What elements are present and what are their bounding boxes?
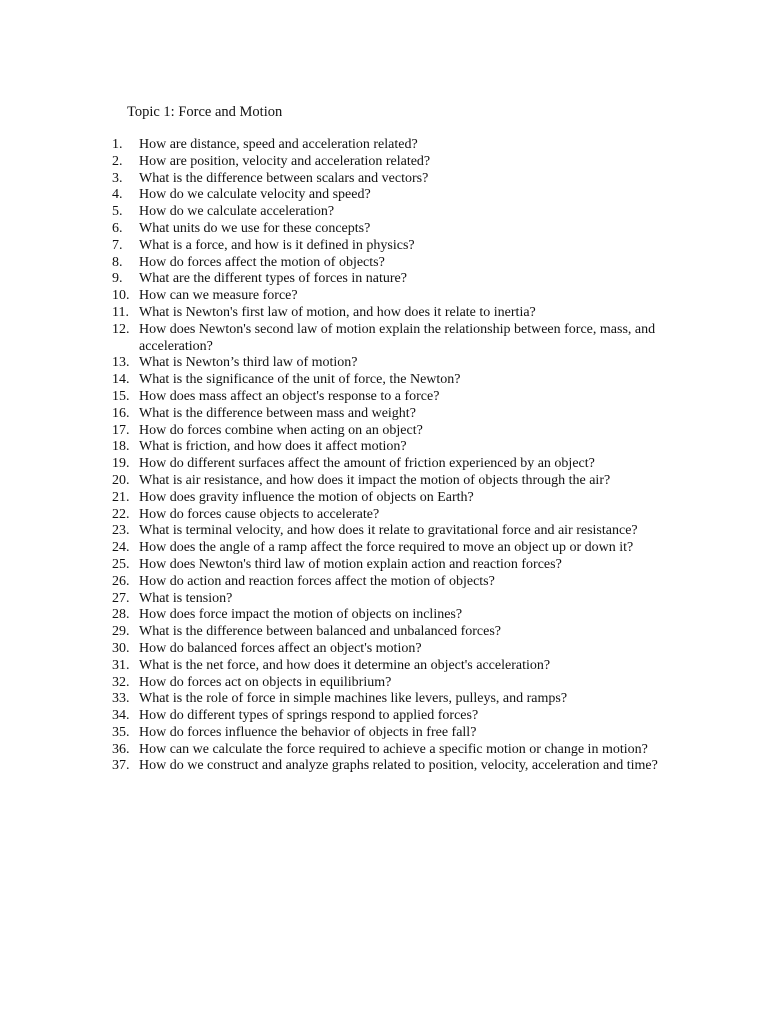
- question-number: 10.: [112, 288, 130, 304]
- question-item: [112, 154, 672, 171]
- question-text: What is the net force, and how does it determine an object's acceleration?: [139, 657, 551, 673]
- question-number: 34.: [112, 708, 130, 724]
- question-list: [112, 137, 672, 775]
- question-text: How do forces cause objects to accelerate?: [139, 506, 380, 522]
- question-text: How do balanced forces affect an object's motion?: [139, 640, 422, 656]
- question-item: [112, 187, 672, 204]
- question-item: [112, 557, 672, 574]
- question-item: [112, 271, 672, 288]
- question-number: 24.: [112, 540, 130, 556]
- question-number: 35.: [112, 724, 130, 740]
- question-text: What is a force, and how is it defined in physics?: [139, 237, 415, 253]
- question-text: What is the role of force in simple machines like levers, pulleys, and ramps?: [139, 691, 568, 707]
- question-number: 8.: [112, 254, 123, 270]
- question-item: [112, 725, 672, 742]
- question-item: [112, 171, 672, 188]
- question-text: What is friction, and how does it affect motion?: [139, 439, 407, 455]
- question-item: [112, 423, 672, 440]
- question-text: What is the significance of the unit of force, the Newton?: [139, 372, 461, 388]
- question-text: How can we calculate the force required to achieve a specific motion or change in motion?: [139, 741, 648, 757]
- question-text: What units do we use for these concepts?: [139, 220, 371, 236]
- question-text: What is the difference between balanced and unbalanced forces?: [139, 624, 501, 640]
- question-number: 15.: [112, 388, 130, 404]
- question-item: [112, 238, 672, 255]
- question-text: How are position, velocity and acceleration related?: [139, 153, 431, 169]
- question-text: How does force impact the motion of objects on inclines?: [139, 607, 463, 623]
- question-item: [112, 607, 672, 624]
- question-text: What is Newton’s third law of motion?: [139, 355, 358, 371]
- question-text: How do forces influence the behavior of objects in free fall?: [139, 724, 477, 740]
- question-item: [112, 523, 672, 540]
- question-item: [112, 540, 672, 557]
- question-item: [112, 574, 672, 591]
- question-text: What is the difference between scalars and vectors?: [139, 170, 429, 186]
- question-item: [112, 137, 672, 154]
- question-item: [112, 641, 672, 658]
- question-text: How can we measure force?: [139, 288, 298, 304]
- question-text: How do we calculate velocity and speed?: [139, 187, 371, 203]
- question-number: 21.: [112, 489, 130, 505]
- question-text: What is terminal velocity, and how does it relate to gravitational force and air resistance?: [139, 523, 638, 539]
- question-number: 5.: [112, 204, 123, 220]
- question-number: 28.: [112, 607, 130, 623]
- question-number: 7.: [112, 237, 123, 253]
- question-item: [112, 204, 672, 221]
- question-number: 20.: [112, 472, 130, 488]
- question-number: 2.: [112, 153, 123, 169]
- question-text: How does mass affect an object's response to a force?: [139, 388, 440, 404]
- question-item: [112, 691, 672, 708]
- question-text: What is tension?: [139, 590, 233, 606]
- question-item: [112, 490, 672, 507]
- question-number: 31.: [112, 657, 130, 673]
- question-text: How does Newton's second law of motion explain the relationship between force, mass, and acceleration?: [139, 321, 656, 354]
- question-number: 13.: [112, 355, 130, 371]
- question-number: 32.: [112, 674, 130, 690]
- question-number: 30.: [112, 640, 130, 656]
- question-item: [112, 675, 672, 692]
- question-text: How does Newton's third law of motion explain action and reaction forces?: [139, 556, 562, 572]
- question-item: [112, 473, 672, 490]
- question-number: 3.: [112, 170, 123, 186]
- question-number: 27.: [112, 590, 130, 606]
- question-text: How does gravity influence the motion of objects on Earth?: [139, 489, 474, 505]
- question-number: 36.: [112, 741, 130, 757]
- question-item: [112, 742, 672, 759]
- question-item: [112, 456, 672, 473]
- question-number: 29.: [112, 624, 130, 640]
- question-item: [112, 305, 672, 322]
- question-number: 17.: [112, 422, 130, 438]
- question-number: 23.: [112, 523, 130, 539]
- question-text: How do different types of springs respond to applied forces?: [139, 708, 479, 724]
- question-text: What are the different types of forces in nature?: [139, 271, 407, 287]
- question-number: 11.: [112, 304, 129, 320]
- question-item: [112, 255, 672, 272]
- document-title: Topic 1: Force and Motion: [127, 104, 283, 120]
- question-item: [112, 439, 672, 456]
- question-number: 16.: [112, 405, 130, 421]
- question-item: [112, 658, 672, 675]
- question-number: 1.: [112, 137, 123, 152]
- question-number: 18.: [112, 439, 130, 455]
- question-text: How are distance, speed and acceleration related?: [139, 137, 418, 152]
- question-text: What is air resistance, and how does it impact the motion of objects through the air?: [139, 472, 611, 488]
- question-text: What is Newton's first law of motion, and how does it relate to inertia?: [139, 304, 536, 320]
- question-text: How does the angle of a ramp affect the force required to move an object up or down it?: [139, 540, 634, 556]
- question-text: How do different surfaces affect the amount of friction experienced by an object?: [139, 456, 595, 472]
- question-item: [112, 758, 672, 775]
- question-text: How do we calculate acceleration?: [139, 204, 335, 220]
- question-item: [112, 355, 672, 372]
- question-number: 12.: [112, 321, 130, 337]
- question-text: How do forces combine when acting on an object?: [139, 422, 423, 438]
- question-number: 25.: [112, 556, 130, 572]
- question-number: 22.: [112, 506, 130, 522]
- question-item: [112, 591, 672, 608]
- question-item: [112, 288, 672, 305]
- question-item: [112, 507, 672, 524]
- question-item: [112, 708, 672, 725]
- question-item: [112, 624, 672, 641]
- question-number: 33.: [112, 691, 130, 707]
- question-number: 19.: [112, 456, 130, 472]
- question-number: 26.: [112, 573, 130, 589]
- question-number: 9.: [112, 271, 123, 287]
- question-item: [112, 221, 672, 238]
- question-text: How do forces affect the motion of objects?: [139, 254, 385, 270]
- question-item: [112, 406, 672, 423]
- question-text: How do action and reaction forces affect the motion of objects?: [139, 573, 495, 589]
- question-text: How do forces act on objects in equilibrium?: [139, 674, 392, 690]
- question-number: 14.: [112, 372, 130, 388]
- question-item: [112, 372, 672, 389]
- question-item: [112, 389, 672, 406]
- question-number: 37.: [112, 758, 130, 774]
- question-text: What is the difference between mass and weight?: [139, 405, 416, 421]
- question-item: [112, 322, 672, 356]
- question-text: How do we construct and analyze graphs related to position, velocity, acceleration and time?: [139, 758, 658, 774]
- question-number: 6.: [112, 220, 123, 236]
- question-number: 4.: [112, 187, 123, 203]
